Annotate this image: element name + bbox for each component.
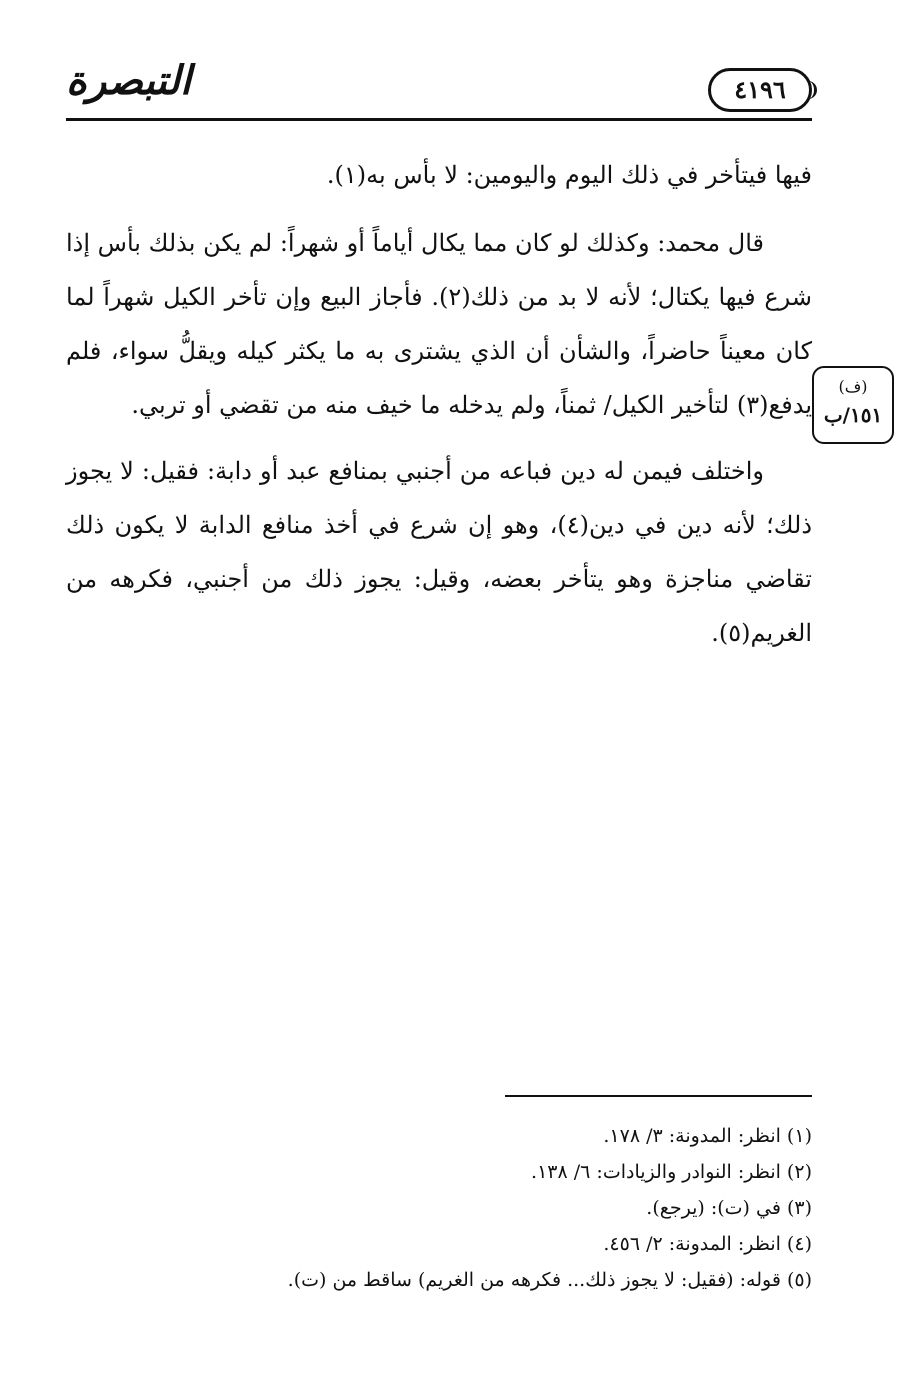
- manuscript-folio-note: [812, 366, 894, 444]
- header-rule: [66, 118, 812, 121]
- paragraph-3: واختلف فيمن له دين فباعه من أجنبي بمنافع عبد أو دابة: فقيل: لا يجوز ذلك؛ لأنه دين في دين(٤)، وهو إن شرع في أخذ منافع الدابة لا يكون ذلك تقاضي مناجزة وهو يتأخر بعضه، وقيل: يجوز ذلك من أجنبي، فكرهه من الغريم(٥).: [66, 457, 813, 647]
- footnote-1: (١) انظر: المدونة: ٣/ ١٧٨.: [603, 1125, 812, 1147]
- book-title: التبصرة: [66, 57, 192, 104]
- page-number: ٤١٩٦: [708, 68, 812, 112]
- footnote-4: (٤) انظر: المدونة: ٢/ ٤٥٦.: [603, 1233, 812, 1255]
- footnote-3: (٣) في (ت): (يرجع).: [646, 1197, 812, 1219]
- page-header: [66, 50, 812, 122]
- footnote-2: (٢) انظر: النوادر والزيادات: ٦/ ١٣٨.: [531, 1161, 812, 1183]
- folio-note-number: ١٥١/ب: [823, 403, 883, 427]
- paragraph-2: قال محمد: وكذلك لو كان مما يكال أياماً أو شهراً: لم يكن بذلك بأس إذا شرع فيها يكتال؛ لأنه لا بد من ذلك(٢). فأجاز البيع وإن تأخر الكيل شهراً لما كان معيناً حاضراً، والشأن أن الذي يشترى به ما يكثر كيله ويقلُّ سواء، فلم يدفع(٣) لتأخير الكيل/ ثمناً، ولم يدخله ما خيف منه من تقضي أو تربي.: [66, 229, 813, 419]
- main-text: [66, 148, 812, 672]
- footnotes: [66, 1118, 812, 1298]
- footnote-5: (٥) قوله: (فقيل: لا يجوز ذلك... فكرهه من الغريم) ساقط من (ت).: [287, 1269, 812, 1291]
- folio-note-source: (ف): [838, 377, 868, 396]
- footnote-rule: [505, 1095, 812, 1097]
- paragraph-1: فيها فيتأخر في ذلك اليوم واليومين: لا بأس به(١).: [326, 161, 812, 189]
